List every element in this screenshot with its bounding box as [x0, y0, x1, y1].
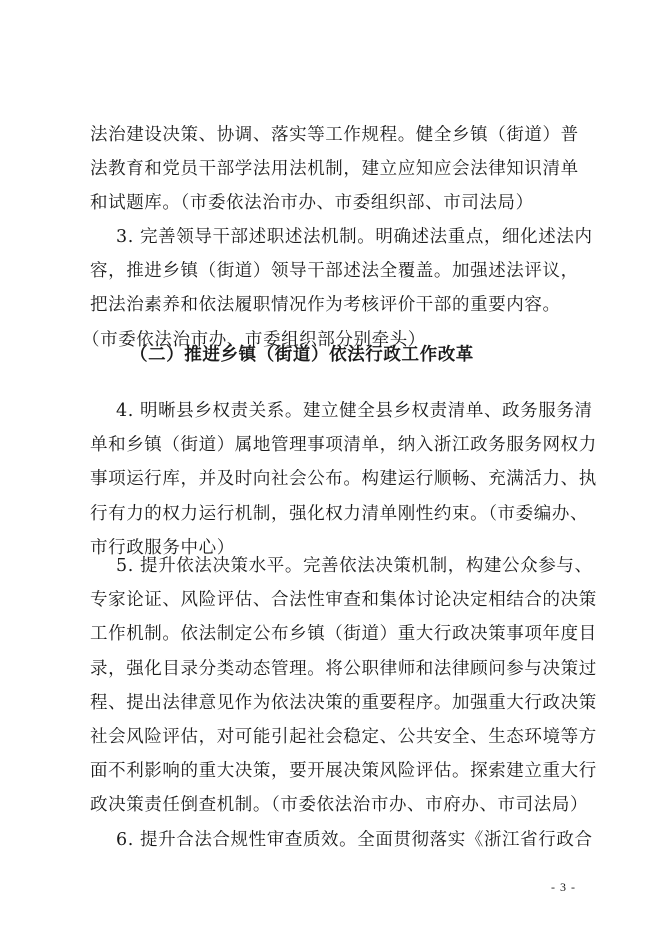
text-line: 事项运行库，并及时向社会公布。构建运行顺畅、充满活力、执	[90, 469, 597, 490]
paragraph-4	[90, 394, 597, 565]
text-line: 把法治素养和依法履职情况作为考核评价干部的重要内容。	[90, 295, 561, 316]
text-line: （市委依法治市办、市委组织部分别牵头）	[82, 329, 426, 350]
paragraph-3	[82, 220, 593, 357]
text-line: 法治建设决策、协调、落实等工作规程。健全乡镇（街道）普	[90, 125, 579, 145]
text-line: 单和乡镇（街道）属地管理事项清单，纳入浙江政务服务网权力	[90, 435, 597, 456]
paragraph-continued	[90, 118, 580, 221]
text-line: 工作机制。依法制定公布乡镇（街道）重大行政决策事项年度目	[90, 624, 597, 645]
section-heading	[90, 338, 580, 372]
text-line: 面不利影响的重大决策，要开展决策风险评估。探索建立重大行	[90, 761, 597, 782]
text-line: 市行政服务中心）	[90, 537, 235, 558]
text-line: 社会风险评估，对可能引起社会稳定、公共安全、生态环境等方	[90, 727, 597, 748]
text-line: 法教育和党员干部学法用法机制，建立应知应会法律知识清单	[90, 159, 579, 180]
section-heading-text: （二）推进乡镇（街道）依法行政工作改革	[130, 345, 474, 365]
text-line: 容，推进乡镇（街道）领导干部述法全覆盖。加强述法评议，	[90, 261, 579, 282]
text-line: 和试题库。（市委依法治市办、市委组织部、市司法局）	[90, 193, 534, 214]
text-line: 专家论证、风险评估、合法性审查和集体讨论决定相结合的决策	[90, 590, 597, 611]
text-line: 政决策责任倒查机制。（市委依法治市办、市府办、市司法局）	[90, 795, 589, 816]
page-number: - 3 -	[551, 880, 576, 894]
text-line: 6. 提升合法合规性审查质效。全面贯彻落实《浙江省行政合	[116, 830, 593, 850]
text-line: 3. 完善领导干部述职述法机制。明确述法重点，细化述法内	[116, 227, 593, 247]
text-line: 录，强化目录分类动态管理。将公职律师和法律顾问参与决策过	[90, 658, 597, 679]
text-line: 4. 明晰县乡权责关系。建立健全县乡权责清单、政务服务清	[116, 401, 593, 421]
text-line: 行有力的权力运行机制，强化权力清单刚性约束。（市委编办、	[90, 503, 589, 524]
paragraph-6	[90, 823, 593, 857]
paragraph-5	[90, 549, 597, 823]
text-line: 5. 提升依法决策水平。完善依法决策机制，构建公众参与、	[116, 556, 593, 576]
text-line: 程、提出法律意见作为依法决策的重要程序。加强重大行政决策	[90, 692, 597, 713]
